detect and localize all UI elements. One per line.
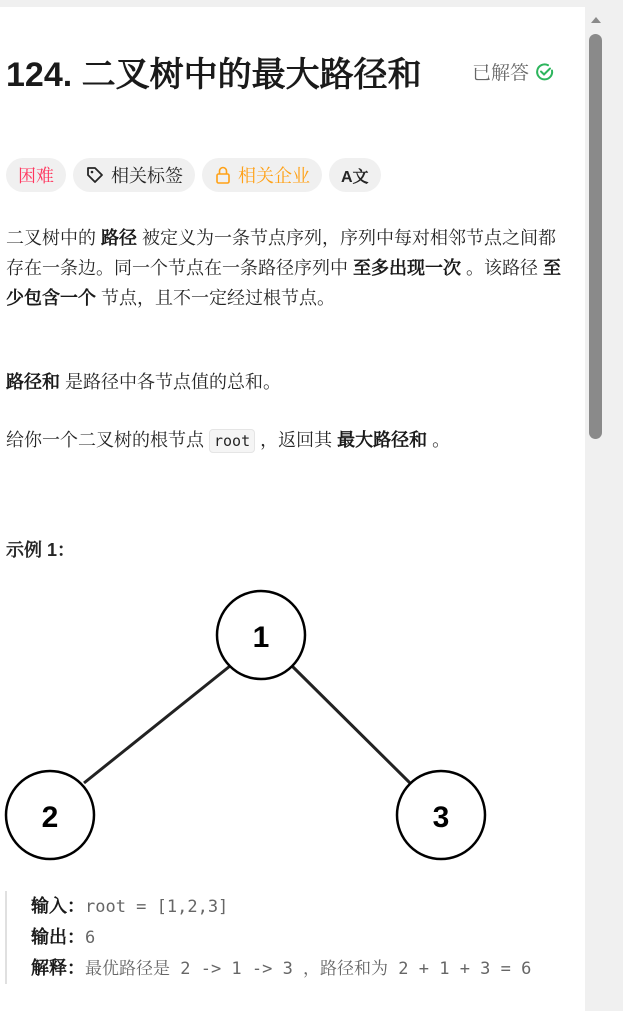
tree-node <box>397 771 485 859</box>
input-label: 输入： <box>31 896 85 916</box>
page-title: 124. 二叉树中的最大路径和 <box>6 56 422 94</box>
explanation-label: 解释： <box>31 958 85 978</box>
text: 节点，且不一定经过根节点。 <box>96 288 335 308</box>
tree-diagram <box>0 7 585 907</box>
output-value: 6 <box>85 928 96 948</box>
problem-description-panel <box>0 7 585 1011</box>
svg-text:3: 3 <box>432 801 450 834</box>
text: 是路径中各节点值的总和。 <box>60 372 281 392</box>
bold-text: 路径 <box>101 228 138 248</box>
text: 二叉树中的 <box>6 228 102 248</box>
svg-text:1: 1 <box>252 621 270 654</box>
translate-button[interactable]: A文 <box>329 158 381 192</box>
text: 。该路径 <box>461 258 544 278</box>
related-companies-label: 相关企业 <box>238 166 310 186</box>
svg-text:2: 2 <box>41 801 59 834</box>
bold-text: 最大路径和 <box>337 430 428 450</box>
tree-node <box>217 591 305 679</box>
text: 给你一个二叉树的根节点 <box>6 430 209 450</box>
bold-text: 至多出现一次 <box>353 258 461 278</box>
explanation-value: 最优路径是 2 -> 1 -> 3 ，路径和为 2 + 1 + 3 = 6 <box>85 959 532 979</box>
text: 。 <box>427 430 451 450</box>
example-heading: 示例 1： <box>6 540 76 560</box>
bold-text: 至少包含一个 <box>6 258 562 308</box>
tree-node <box>6 771 94 859</box>
bold-text: 路径和 <box>6 372 60 392</box>
solved-label: 已解答 <box>472 63 530 84</box>
text: ，返回其 <box>255 430 338 450</box>
output-label: 输出： <box>31 927 85 947</box>
text: 被定义为一条节点序列，序列中每对相邻节点之间都存在一条边。同一个节点在一条路径序列中 <box>6 228 557 278</box>
related-tags-label: 相关标签 <box>111 166 183 186</box>
input-value: root = [1,2,3] <box>85 897 229 917</box>
example-block <box>5 891 571 984</box>
scroll-up-arrow-icon[interactable] <box>588 13 604 25</box>
inline-code: root <box>209 429 255 453</box>
difficulty-badge: 困难 <box>6 158 66 192</box>
scrollbar-thumb[interactable] <box>589 34 602 439</box>
